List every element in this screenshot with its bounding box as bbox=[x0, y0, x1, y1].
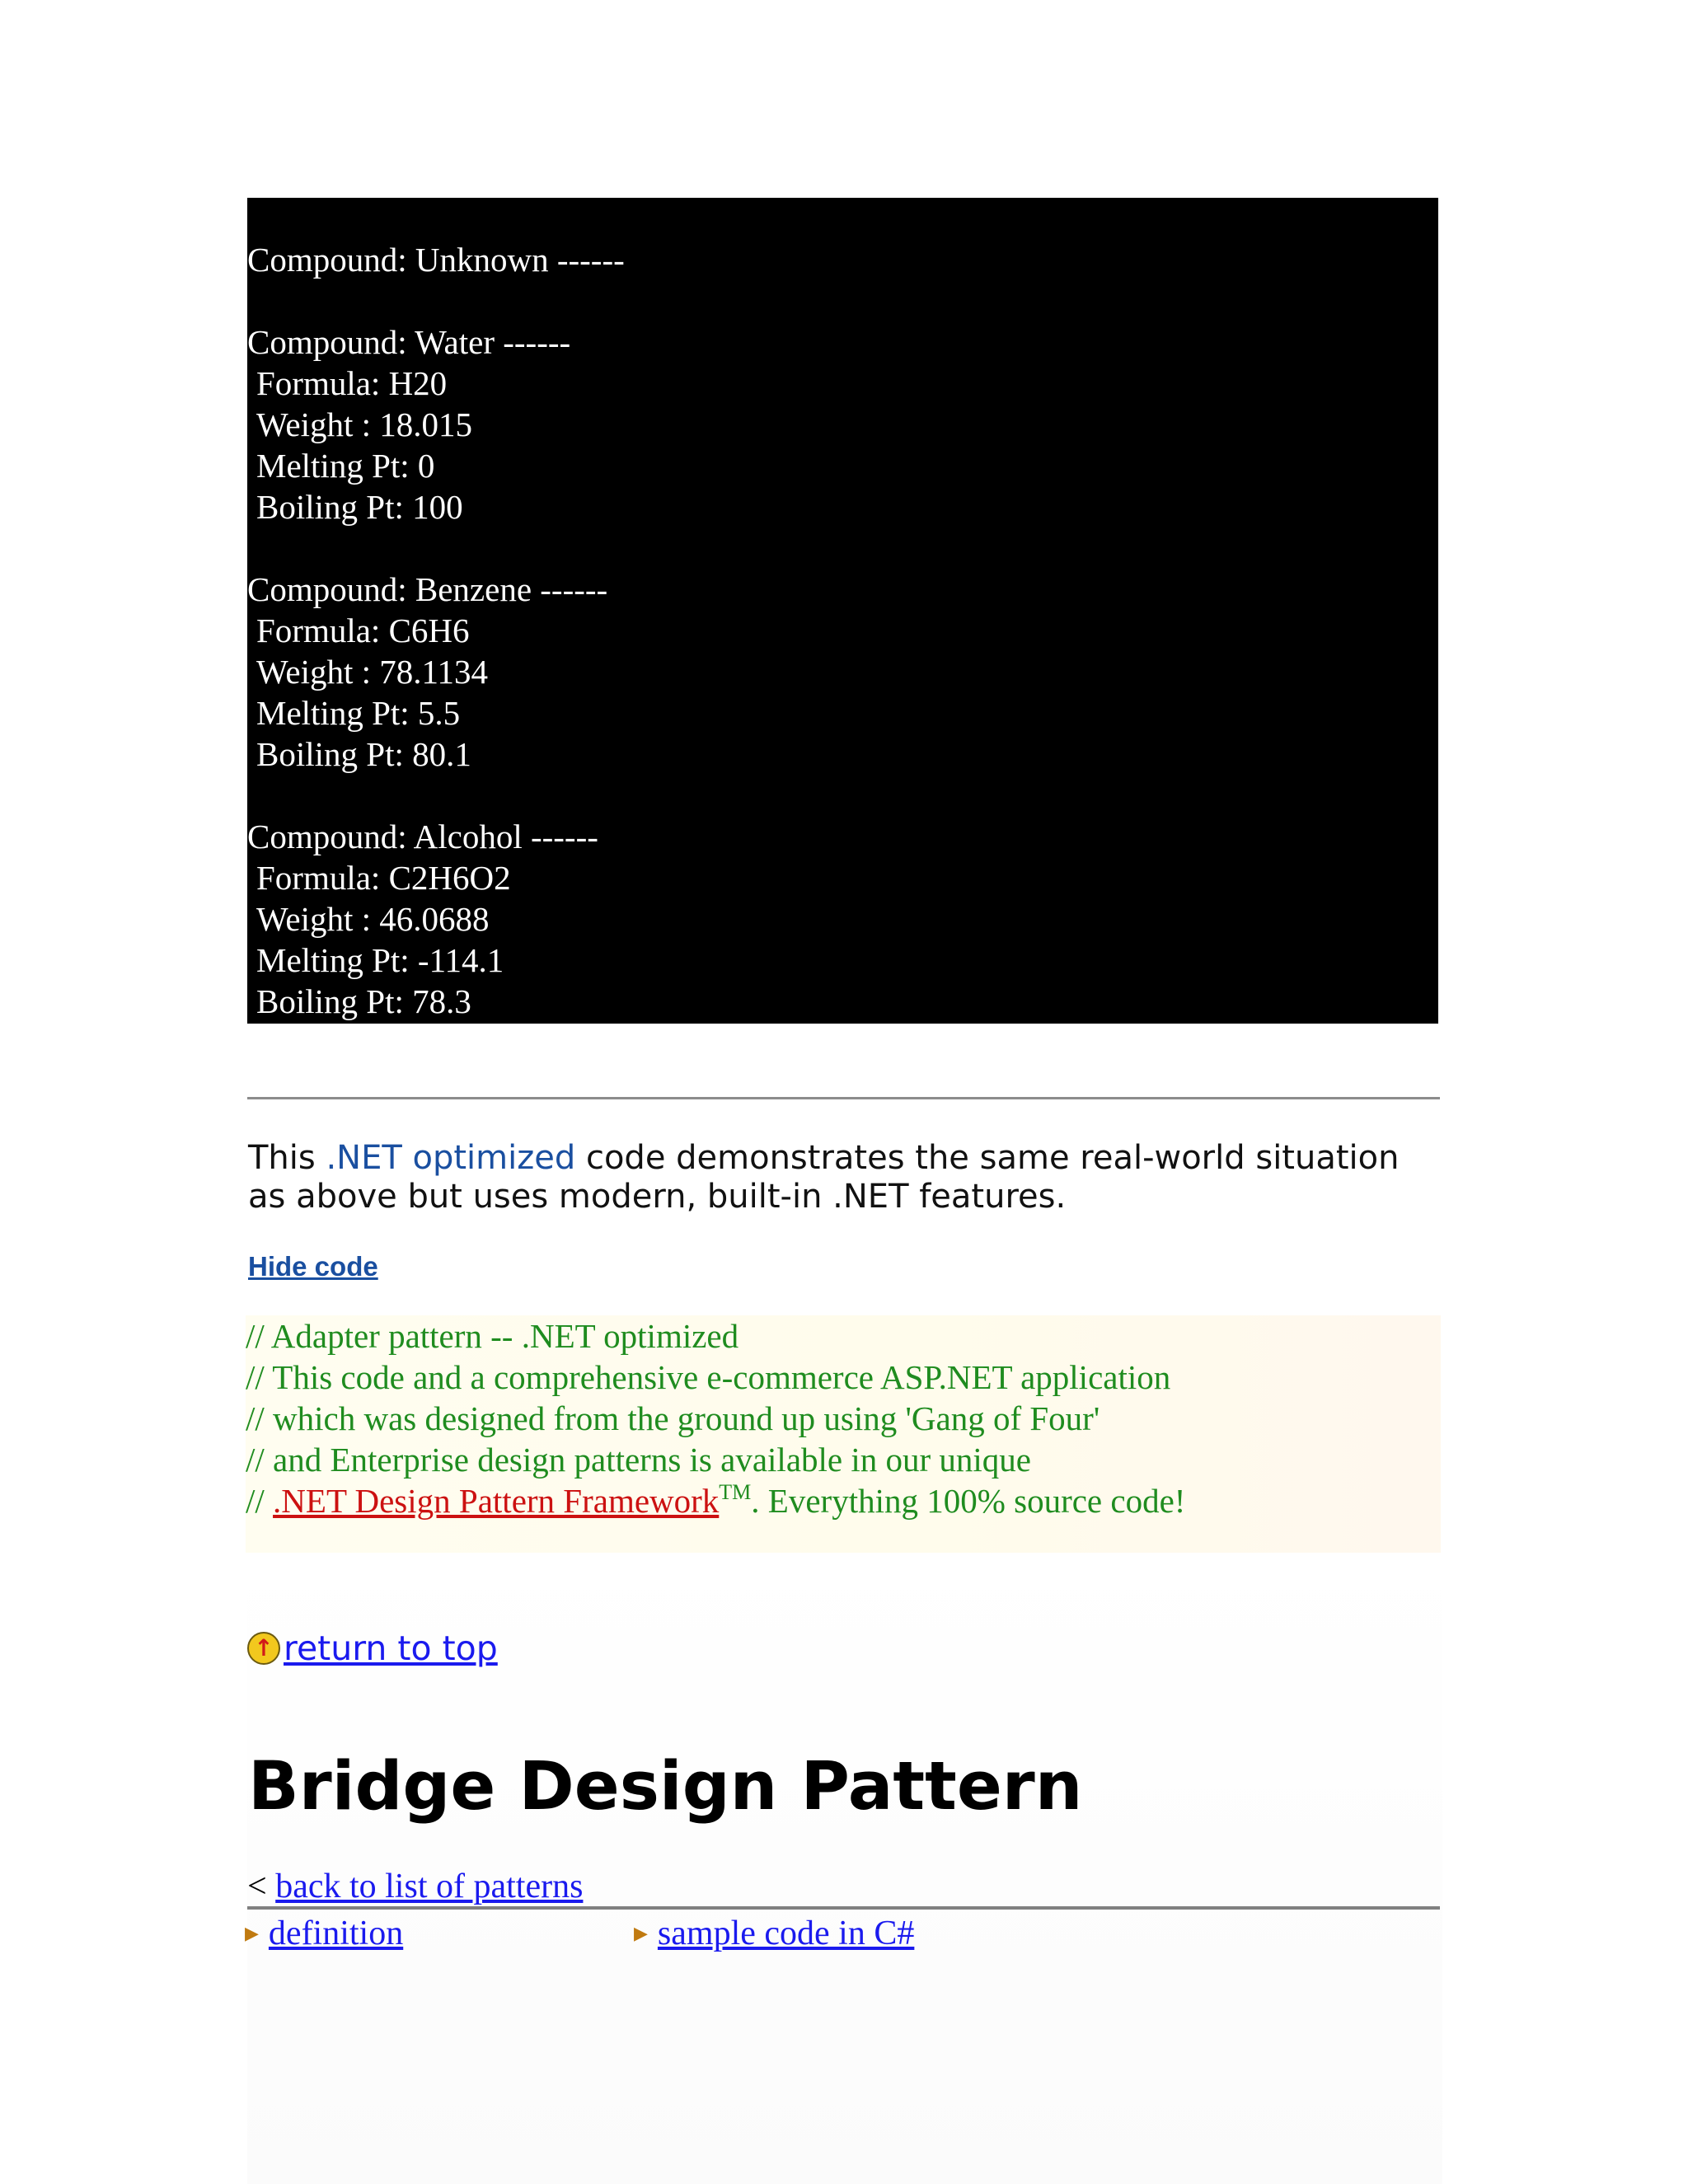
console-line bbox=[247, 775, 1438, 816]
console-line: Melting Pt: -114.1 bbox=[256, 941, 504, 979]
console-line: Boiling Pt: 78.3 bbox=[256, 982, 471, 1020]
code-block bbox=[246, 1315, 1441, 1553]
sub-nav-definition[interactable] bbox=[245, 1912, 403, 1955]
up-arrow-icon[interactable]: ↑ bbox=[247, 1632, 280, 1665]
console-line: Compound: Unknown ------ bbox=[247, 241, 625, 279]
console-line: Formula: H20 bbox=[256, 364, 448, 402]
return-to-top-link[interactable]: return to top bbox=[284, 1629, 498, 1668]
code-line: // and Enterprise design patterns is available in our unique bbox=[246, 1441, 1031, 1479]
console-line: Compound: Water ------ bbox=[247, 323, 571, 361]
sample-code-link[interactable]: sample code in C# bbox=[657, 1915, 915, 1952]
definition-link[interactable]: definition bbox=[268, 1915, 404, 1952]
code-line-prefix: // bbox=[246, 1482, 274, 1520]
sub-nav-sample-code[interactable] bbox=[634, 1912, 914, 1955]
console-output bbox=[247, 198, 1438, 1024]
code-line-suffix: . Everything 100% source code! bbox=[751, 1482, 1186, 1520]
console-line bbox=[247, 280, 1438, 321]
intro-prefix: This bbox=[248, 1139, 326, 1177]
hide-code-link[interactable]: Hide code bbox=[248, 1251, 378, 1282]
trademark-mark: TM bbox=[719, 1480, 752, 1504]
console-line: Compound: Alcohol ------ bbox=[247, 818, 598, 855]
triangle-bullet-icon: ▶ bbox=[634, 1923, 648, 1943]
net-optimized-link[interactable]: .NET optimized bbox=[326, 1139, 576, 1177]
console-line bbox=[247, 527, 1438, 569]
return-to-top[interactable] bbox=[247, 1627, 498, 1670]
code-line: // This code and a comprehensive e-commerce ASP.NET application bbox=[246, 1358, 1171, 1396]
page-title: Bridge Design Pattern bbox=[248, 1748, 1083, 1825]
nav-divider bbox=[247, 1906, 1440, 1910]
back-to-patterns-link[interactable]: back to list of patterns bbox=[275, 1868, 584, 1905]
section-divider bbox=[247, 1097, 1440, 1099]
back-navigation bbox=[247, 1866, 583, 1907]
code-line: // which was designed from the ground up using 'Gang of Four' bbox=[246, 1399, 1100, 1437]
console-line: Formula: C6H6 bbox=[256, 612, 470, 649]
console-line: Weight : 18.015 bbox=[256, 405, 473, 443]
intro-paragraph bbox=[248, 1139, 1443, 1216]
framework-link-text: .NET Design Pattern Framework bbox=[273, 1482, 720, 1520]
console-line: Boiling Pt: 80.1 bbox=[256, 735, 471, 773]
console-line: Compound: Benzene ------ bbox=[247, 570, 608, 608]
triangle-bullet-icon: ▶ bbox=[245, 1923, 259, 1943]
code-line: // Adapter pattern -- .NET optimized bbox=[246, 1317, 739, 1355]
console-line: Melting Pt: 5.5 bbox=[256, 694, 461, 732]
console-line: Boiling Pt: 100 bbox=[256, 488, 463, 526]
console-line: Melting Pt: 0 bbox=[256, 447, 435, 485]
console-line: Formula: C2H6O2 bbox=[256, 859, 511, 897]
console-line: Weight : 78.1134 bbox=[256, 653, 489, 691]
code-line bbox=[246, 1480, 1441, 1521]
design-pattern-framework-link[interactable] bbox=[273, 1482, 719, 1520]
intro-suffix: code demonstrates the same real-world situation as above but uses modern, built-in .NET features. bbox=[248, 1139, 1400, 1216]
console-line: Weight : 46.0688 bbox=[256, 900, 490, 938]
back-prefix: < bbox=[247, 1868, 276, 1905]
